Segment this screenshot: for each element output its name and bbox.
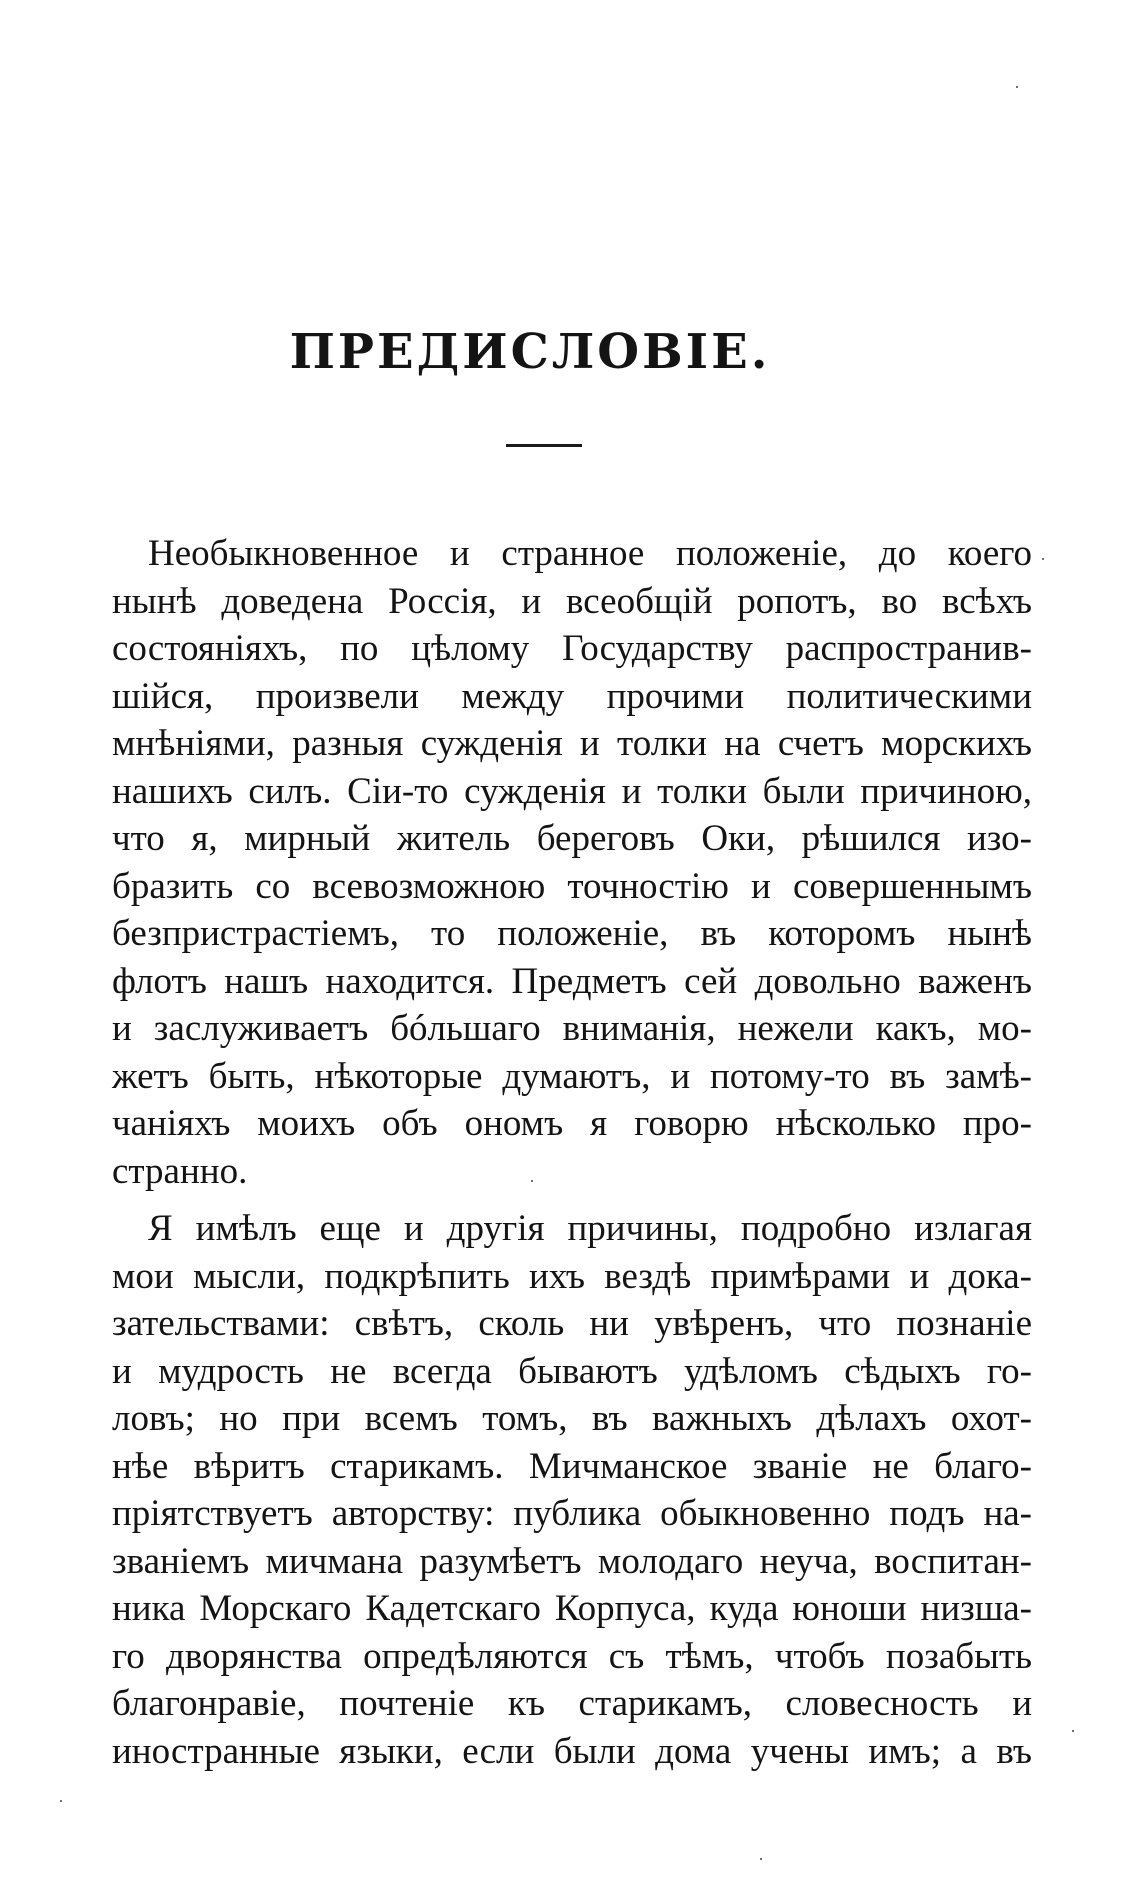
text-line: состояніяхъ, по цѣлому Государству распространив- <box>112 628 1032 669</box>
text-line: Я имѣлъ еще и другія причины, подробно излагая <box>148 1208 1032 1249</box>
text-line: мои мысли, подкрѣпить ихъ вездѣ примѣрами и дока- <box>112 1255 1032 1297</box>
text-line: что я, мирный житель береговъ Оки, рѣшился изо- <box>112 818 1032 859</box>
text-line: зательствами: свѣтъ, сколь ни увѣренъ, что познаніе <box>112 1303 1032 1344</box>
text-line: безпристрастіемъ, то положеніе, въ которомъ нынѣ <box>112 913 1032 954</box>
text-line: флотъ нашъ находится. Предметъ сей довольно важенъ <box>112 960 1032 1002</box>
text-line: и заслуживаетъ бóльшаго вниманія, нежели какъ, мо- <box>112 1008 1032 1049</box>
paragraph-1 <box>112 530 1032 1195</box>
scan-speck <box>1042 558 1044 560</box>
scan-speck <box>760 1858 762 1860</box>
title-divider <box>506 444 582 447</box>
text-line: званіемъ мичмана разумѣетъ молодаго неуча, воспитан- <box>112 1540 1032 1582</box>
page-title: ПРЕДИСЛОВІЕ. <box>289 324 771 381</box>
scan-speck <box>60 1800 62 1802</box>
text-line: чаніяхъ моихъ объ ономъ я говорю нѣсколько про- <box>112 1103 1032 1144</box>
scan-speck <box>1016 86 1018 88</box>
text-line: ловъ; но при всемъ томъ, въ важныхъ дѣлахъ охот- <box>112 1398 1032 1439</box>
text-line: мнѣніями, разныя сужденія и толки на счетъ морскихъ <box>112 723 1032 764</box>
text-line: нѣе вѣритъ старикамъ. Мичманское званіе не благо- <box>112 1445 1032 1487</box>
text-line: нынѣ доведена Россія, и всеобщій ропотъ, во всѣхъ <box>112 580 1032 622</box>
text-line: и мудрость не всегда бываютъ удѣломъ сѣдыхъ го- <box>112 1350 1032 1392</box>
paragraph-2 <box>112 1205 1032 1775</box>
scan-speck <box>1072 1730 1074 1732</box>
text-line: благонравіе, почтеніе къ старикамъ, словесность и <box>112 1683 1032 1724</box>
text-line: жетъ быть, нѣкоторые думаютъ, и потому-то въ замѣ- <box>112 1055 1032 1097</box>
text-line: го дворянства опредѣляются съ тѣмъ, чтобъ позабыть <box>112 1635 1032 1677</box>
scan-speck <box>531 1180 533 1182</box>
text-line: шійся, произвели между прочими политическими <box>112 675 1032 717</box>
text-line: пріятствуетъ авторству: публика обыкновенно подъ на- <box>112 1493 1032 1534</box>
text-line: иностранные языки, если были дома учены имъ; а въ <box>112 1730 1032 1772</box>
text-line: бразить со всевозможною точностію и совершеннымъ <box>112 865 1032 907</box>
text-line: нашихъ силъ. Сіи-то сужденія и толки были причиною, <box>112 770 1032 812</box>
text-line: Необыкновенное и странное положеніе, до коего <box>148 533 1032 574</box>
text-line: странно. <box>112 1150 248 1192</box>
text-line: ника Морскаго Кадетскаго Корпуса, куда юноши низша- <box>112 1588 1032 1629</box>
body-text <box>112 530 1032 1775</box>
